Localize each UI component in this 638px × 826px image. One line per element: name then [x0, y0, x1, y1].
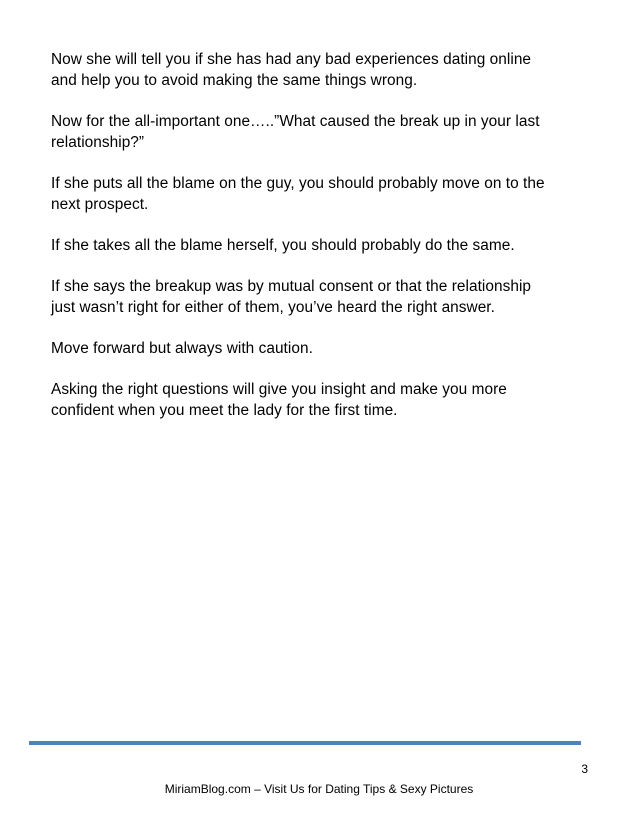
paragraph-line: relationship?” [51, 134, 145, 151]
paragraph-line: next prospect. [51, 196, 149, 213]
paragraph-right-questions [51, 379, 591, 421]
paragraph-line: If she says the breakup was by mutual consent or that the relationship [51, 278, 532, 295]
paragraph-bad-experiences [51, 49, 591, 91]
paragraph-line: If she puts all the blame on the guy, you should probably move on to the [51, 175, 545, 192]
paragraph-line: and help you to avoid making the same things wrong. [51, 72, 418, 89]
paragraph-line: Move forward but always with caution. [51, 340, 313, 357]
document-body [51, 49, 591, 441]
footer-text: MiriamBlog.com – Visit Us for Dating Tips & Sexy Pictures [164, 782, 474, 796]
paragraph-line: confident when you meet the lady for the first time. [51, 402, 398, 419]
paragraph-move-forward [51, 338, 591, 359]
paragraph-line: Now for the all-important one…..”What caused the break up in your last [51, 113, 540, 130]
page-number: 3 [581, 762, 588, 776]
paragraph-blame-guy [51, 173, 591, 215]
paragraph-important-question [51, 111, 591, 153]
paragraph-line: just wasn’t right for either of them, you’ve heard the right answer. [51, 299, 495, 316]
paragraph-blame-herself [51, 235, 591, 256]
paragraph-line: Asking the right questions will give you insight and make you more [51, 381, 507, 398]
paragraph-mutual-consent [51, 276, 591, 318]
paragraph-line: Now she will tell you if she has had any bad experiences dating online [51, 51, 532, 68]
paragraph-line: If she takes all the blame herself, you should probably do the same. [51, 237, 515, 254]
footer-rule [29, 741, 581, 745]
